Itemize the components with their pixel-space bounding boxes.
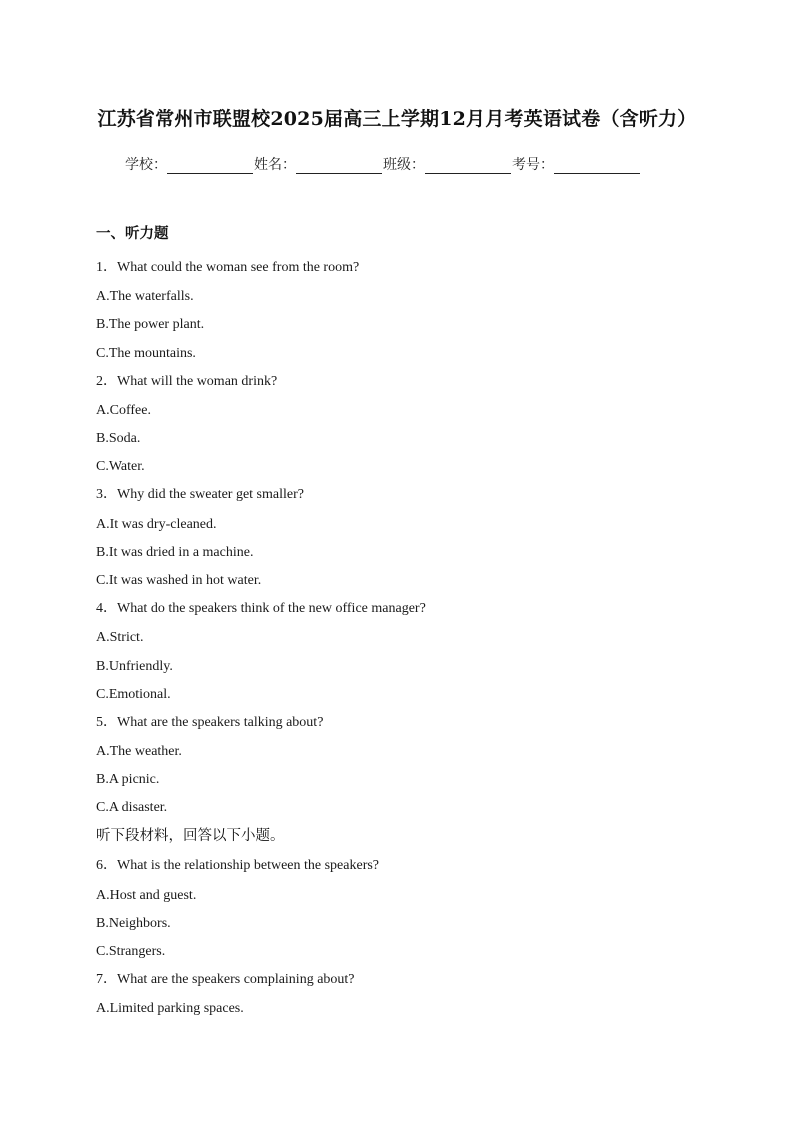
answer-option: A.The weather.	[96, 744, 182, 760]
question-stem: 6．What is the relationship between the speakers?	[96, 858, 380, 874]
answer-option: A.Limited parking spaces.	[96, 1001, 244, 1017]
answer-option: C.A disaster.	[96, 800, 168, 816]
student-info-row	[125, 154, 641, 174]
answer-option: A.Strict.	[96, 630, 144, 646]
answer-option: C.The mountains.	[96, 345, 196, 361]
answer-option: C.Strangers.	[96, 943, 166, 959]
name-field	[254, 154, 383, 174]
question-stem: 3．Why did the sweater get smaller?	[96, 487, 304, 503]
section-heading: 一、听力题	[96, 226, 169, 242]
answer-option: B.The power plant.	[96, 317, 205, 333]
answer-option: A.Coffee.	[96, 403, 151, 419]
school-field	[125, 154, 254, 174]
school-label: 学校：	[125, 157, 167, 173]
name-label: 姓名：	[254, 157, 296, 173]
question-list	[96, 258, 716, 1028]
instruction-note: 听下段材料，回答以下小题。	[96, 828, 285, 845]
answer-option: B.It was dried in a machine.	[96, 544, 254, 560]
class-field	[383, 154, 512, 174]
name-blank	[296, 157, 382, 174]
answer-option: C.It was washed in hot water.	[96, 572, 262, 588]
exam-number-label: 考号：	[512, 157, 554, 173]
exam-number-blank	[554, 157, 640, 174]
answer-option: A.It was dry-cleaned.	[96, 516, 217, 532]
answer-option: B.Soda.	[96, 431, 141, 447]
answer-option: C.Water.	[96, 459, 145, 475]
question-stem: 1．What could the woman see from the room?	[96, 260, 360, 275]
answer-option: C.Emotional.	[96, 686, 171, 702]
exam-number-field	[512, 154, 641, 174]
answer-option: B.A picnic.	[96, 772, 160, 788]
answer-option: B.Unfriendly.	[96, 658, 173, 674]
question-stem: 4．What do the speakers think of the new office manager?	[96, 601, 426, 617]
class-blank	[425, 157, 511, 174]
question-stem: 5．What are the speakers talking about?	[96, 714, 324, 730]
school-blank	[167, 157, 253, 174]
question-stem: 7．What are the speakers complaining about?	[96, 972, 355, 988]
answer-option: A.Host and guest.	[96, 887, 197, 903]
answer-option: A.The waterfalls.	[96, 289, 194, 305]
class-label: 班级：	[383, 157, 425, 173]
question-stem: 2．What will the woman drink?	[96, 373, 278, 389]
answer-option: B.Neighbors.	[96, 915, 171, 931]
exam-title: 江苏省常州市联盟校2025届高三上学期12月月考英语试卷（含听力）	[97, 108, 697, 130]
